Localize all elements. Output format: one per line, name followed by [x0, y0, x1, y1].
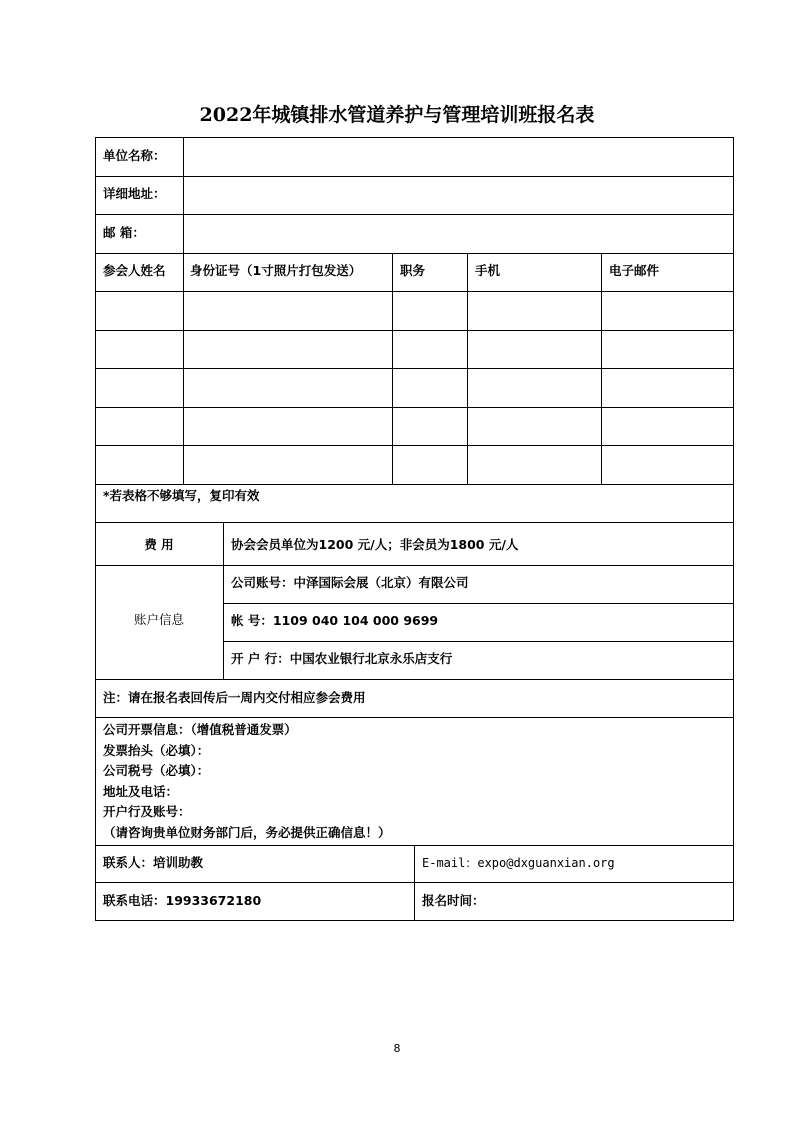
email-label: E-mail：	[422, 856, 478, 870]
row-divider	[95, 291, 734, 292]
row-divider	[95, 484, 734, 485]
row-divider	[95, 176, 734, 177]
invoice-info	[103, 720, 391, 843]
row-divider	[95, 565, 734, 566]
row-divider	[95, 679, 734, 680]
page-title: 2022年城镇排水管道养护与管理培训班报名表	[199, 104, 595, 126]
header-name: 参会人姓名	[103, 263, 166, 278]
row-divider	[95, 253, 734, 254]
header-email: 电子邮件	[609, 263, 660, 278]
col-divider	[601, 253, 602, 484]
invoice-line: 开户行及账号：	[103, 804, 191, 819]
row-divider	[223, 603, 734, 604]
email-value: expo@dxguanxian.org	[477, 856, 615, 870]
row-divider	[95, 407, 734, 408]
col-divider	[392, 253, 393, 484]
signup-time-label: 报名时间：	[422, 893, 485, 908]
invoice-line: 公司税号（必填）：	[103, 763, 210, 778]
col-divider	[183, 137, 184, 484]
address-label: 详细地址：	[103, 186, 166, 201]
row-divider	[95, 445, 734, 446]
row-divider	[95, 330, 734, 331]
payment-note: 注：请在报名表回传后一周内交付相应参会费用	[103, 690, 366, 705]
row-divider	[95, 214, 734, 215]
col-divider	[414, 845, 415, 921]
account-bank: 开 户 行：中国农业银行北京永乐店支行	[231, 651, 453, 666]
unit-name-label: 单位名称：	[103, 148, 166, 163]
row-divider	[223, 641, 734, 642]
page-number: 8	[393, 1042, 401, 1055]
fee-value: 协会会员单位为1200 元/人；非会员为1800 元/人	[231, 537, 519, 552]
copy-note: *若表格不够填写，复印有效	[103, 488, 260, 503]
invoice-line: （请咨询贵单位财务部门后，务必提供正确信息！）	[103, 824, 391, 840]
col-divider	[467, 253, 468, 484]
postcode-label: 邮 箱：	[103, 225, 145, 240]
invoice-line: 公司开票信息：（增值税普通发票）	[103, 722, 297, 737]
header-mobile: 手机	[475, 263, 501, 278]
contact-person: 联系人：培训助教	[103, 855, 204, 870]
fee-label: 费 用	[144, 537, 174, 552]
account-label: 账户信息	[133, 612, 184, 627]
col-divider	[223, 522, 224, 679]
account-company: 公司账号：中泽国际会展（北京）有限公司	[231, 575, 469, 590]
invoice-line: 发票抬头（必填）：	[103, 742, 210, 758]
account-number: 帐 号：1109 040 104 000 9699	[231, 613, 439, 628]
row-divider	[95, 368, 734, 369]
row-divider	[95, 717, 734, 718]
header-position: 职务	[400, 263, 426, 278]
invoice-line: 地址及电话：	[103, 783, 179, 799]
contact-phone: 联系电话：19933672180	[103, 893, 262, 908]
header-id: 身份证号（1寸照片打包发送）	[190, 263, 362, 278]
row-divider	[95, 522, 734, 523]
contact-email	[422, 855, 615, 871]
